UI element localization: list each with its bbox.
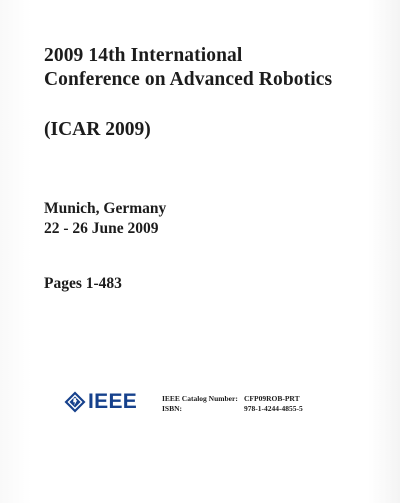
catalog-info — [162, 394, 324, 414]
conference-title — [44, 44, 384, 92]
isbn-label: ISBN: — [162, 404, 183, 413]
isbn-row — [162, 404, 324, 414]
isbn-value: 978-1-4244-4855-5 — [244, 404, 303, 413]
catalog-number-value: CFP09ROB-PRT — [244, 394, 300, 403]
conference-acronym: (ICAR 2009) — [44, 119, 151, 140]
ieee-diamond-icon — [64, 391, 86, 413]
catalog-number-row — [162, 394, 324, 404]
conference-title-line-2: Conference on Advanced Robotics — [44, 69, 333, 90]
ieee-logo — [64, 390, 137, 414]
conference-location: Munich, Germany — [44, 200, 167, 217]
page-range: Pages 1-483 — [44, 275, 122, 292]
ieee-logo-text: IEEE — [88, 390, 138, 413]
catalog-number-label: IEEE Catalog Number: — [162, 394, 238, 403]
conference-dates: 22 - 26 June 2009 — [44, 220, 159, 237]
conference-title-line-1: 2009 14th International — [44, 45, 243, 66]
